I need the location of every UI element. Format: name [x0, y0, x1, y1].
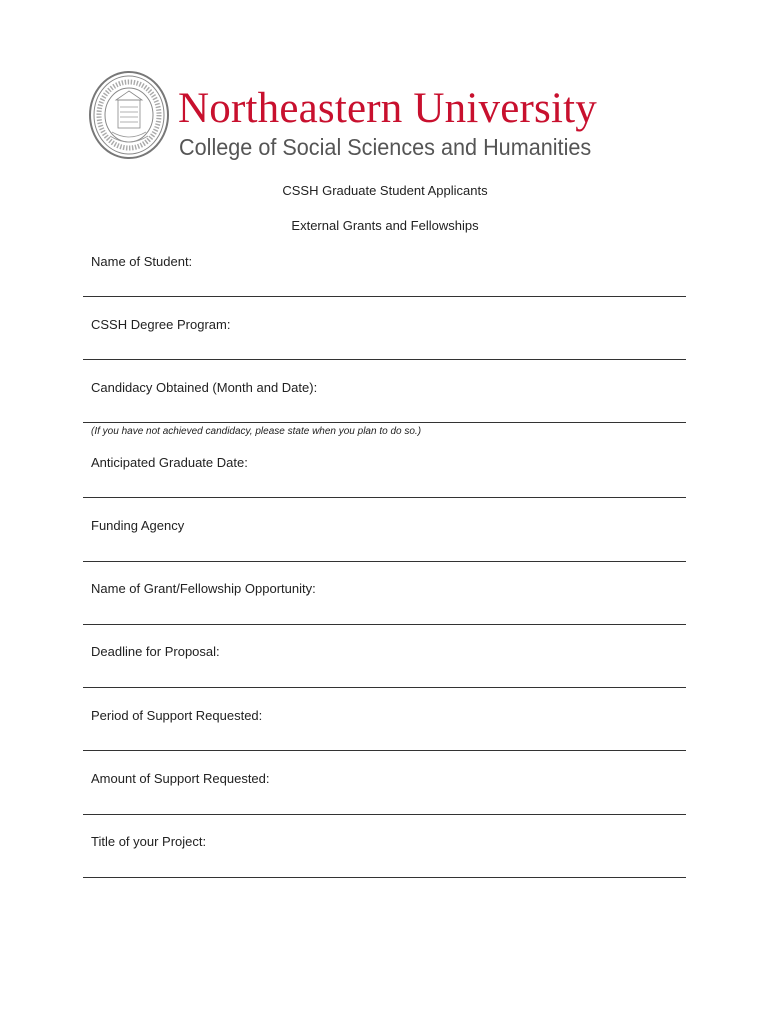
- project-title-label: Title of your Project:: [91, 834, 207, 849]
- amount-label: Amount of Support Requested:: [91, 771, 270, 786]
- candidacy-line[interactable]: [83, 422, 686, 423]
- name-of-student-line[interactable]: [83, 296, 686, 297]
- amount-line[interactable]: [83, 814, 686, 815]
- letterhead: [88, 68, 648, 164]
- university-name: Northeastern University: [178, 85, 597, 132]
- graduate-date-label: Anticipated Graduate Date:: [91, 455, 248, 470]
- graduate-date-line[interactable]: [83, 497, 686, 498]
- period-label: Period of Support Requested:: [91, 708, 263, 723]
- form-title: CSSH Graduate Student Applicants: [282, 183, 488, 198]
- form-subtitle: External Grants and Fellowships: [291, 218, 479, 233]
- deadline-label: Deadline for Proposal:: [91, 644, 220, 659]
- project-title-line[interactable]: [83, 877, 686, 878]
- university-seal-icon: [88, 70, 170, 160]
- period-line[interactable]: [83, 750, 686, 751]
- candidacy-label: Candidacy Obtained (Month and Date):: [91, 380, 318, 395]
- name-of-student-label: Name of Student:: [91, 254, 193, 269]
- grant-name-line[interactable]: [83, 624, 686, 625]
- degree-program-line[interactable]: [83, 359, 686, 360]
- candidacy-note: (If you have not achieved candidacy, please state when you plan to do so.): [91, 426, 422, 437]
- college-name: College of Social Sciences and Humanities: [179, 134, 592, 160]
- funding-agency-label: Funding Agency: [91, 518, 185, 533]
- deadline-line[interactable]: [83, 687, 686, 688]
- funding-agency-line[interactable]: [83, 561, 686, 562]
- grant-name-label: Name of Grant/Fellowship Opportunity:: [91, 581, 316, 596]
- degree-program-label: CSSH Degree Program:: [91, 317, 231, 332]
